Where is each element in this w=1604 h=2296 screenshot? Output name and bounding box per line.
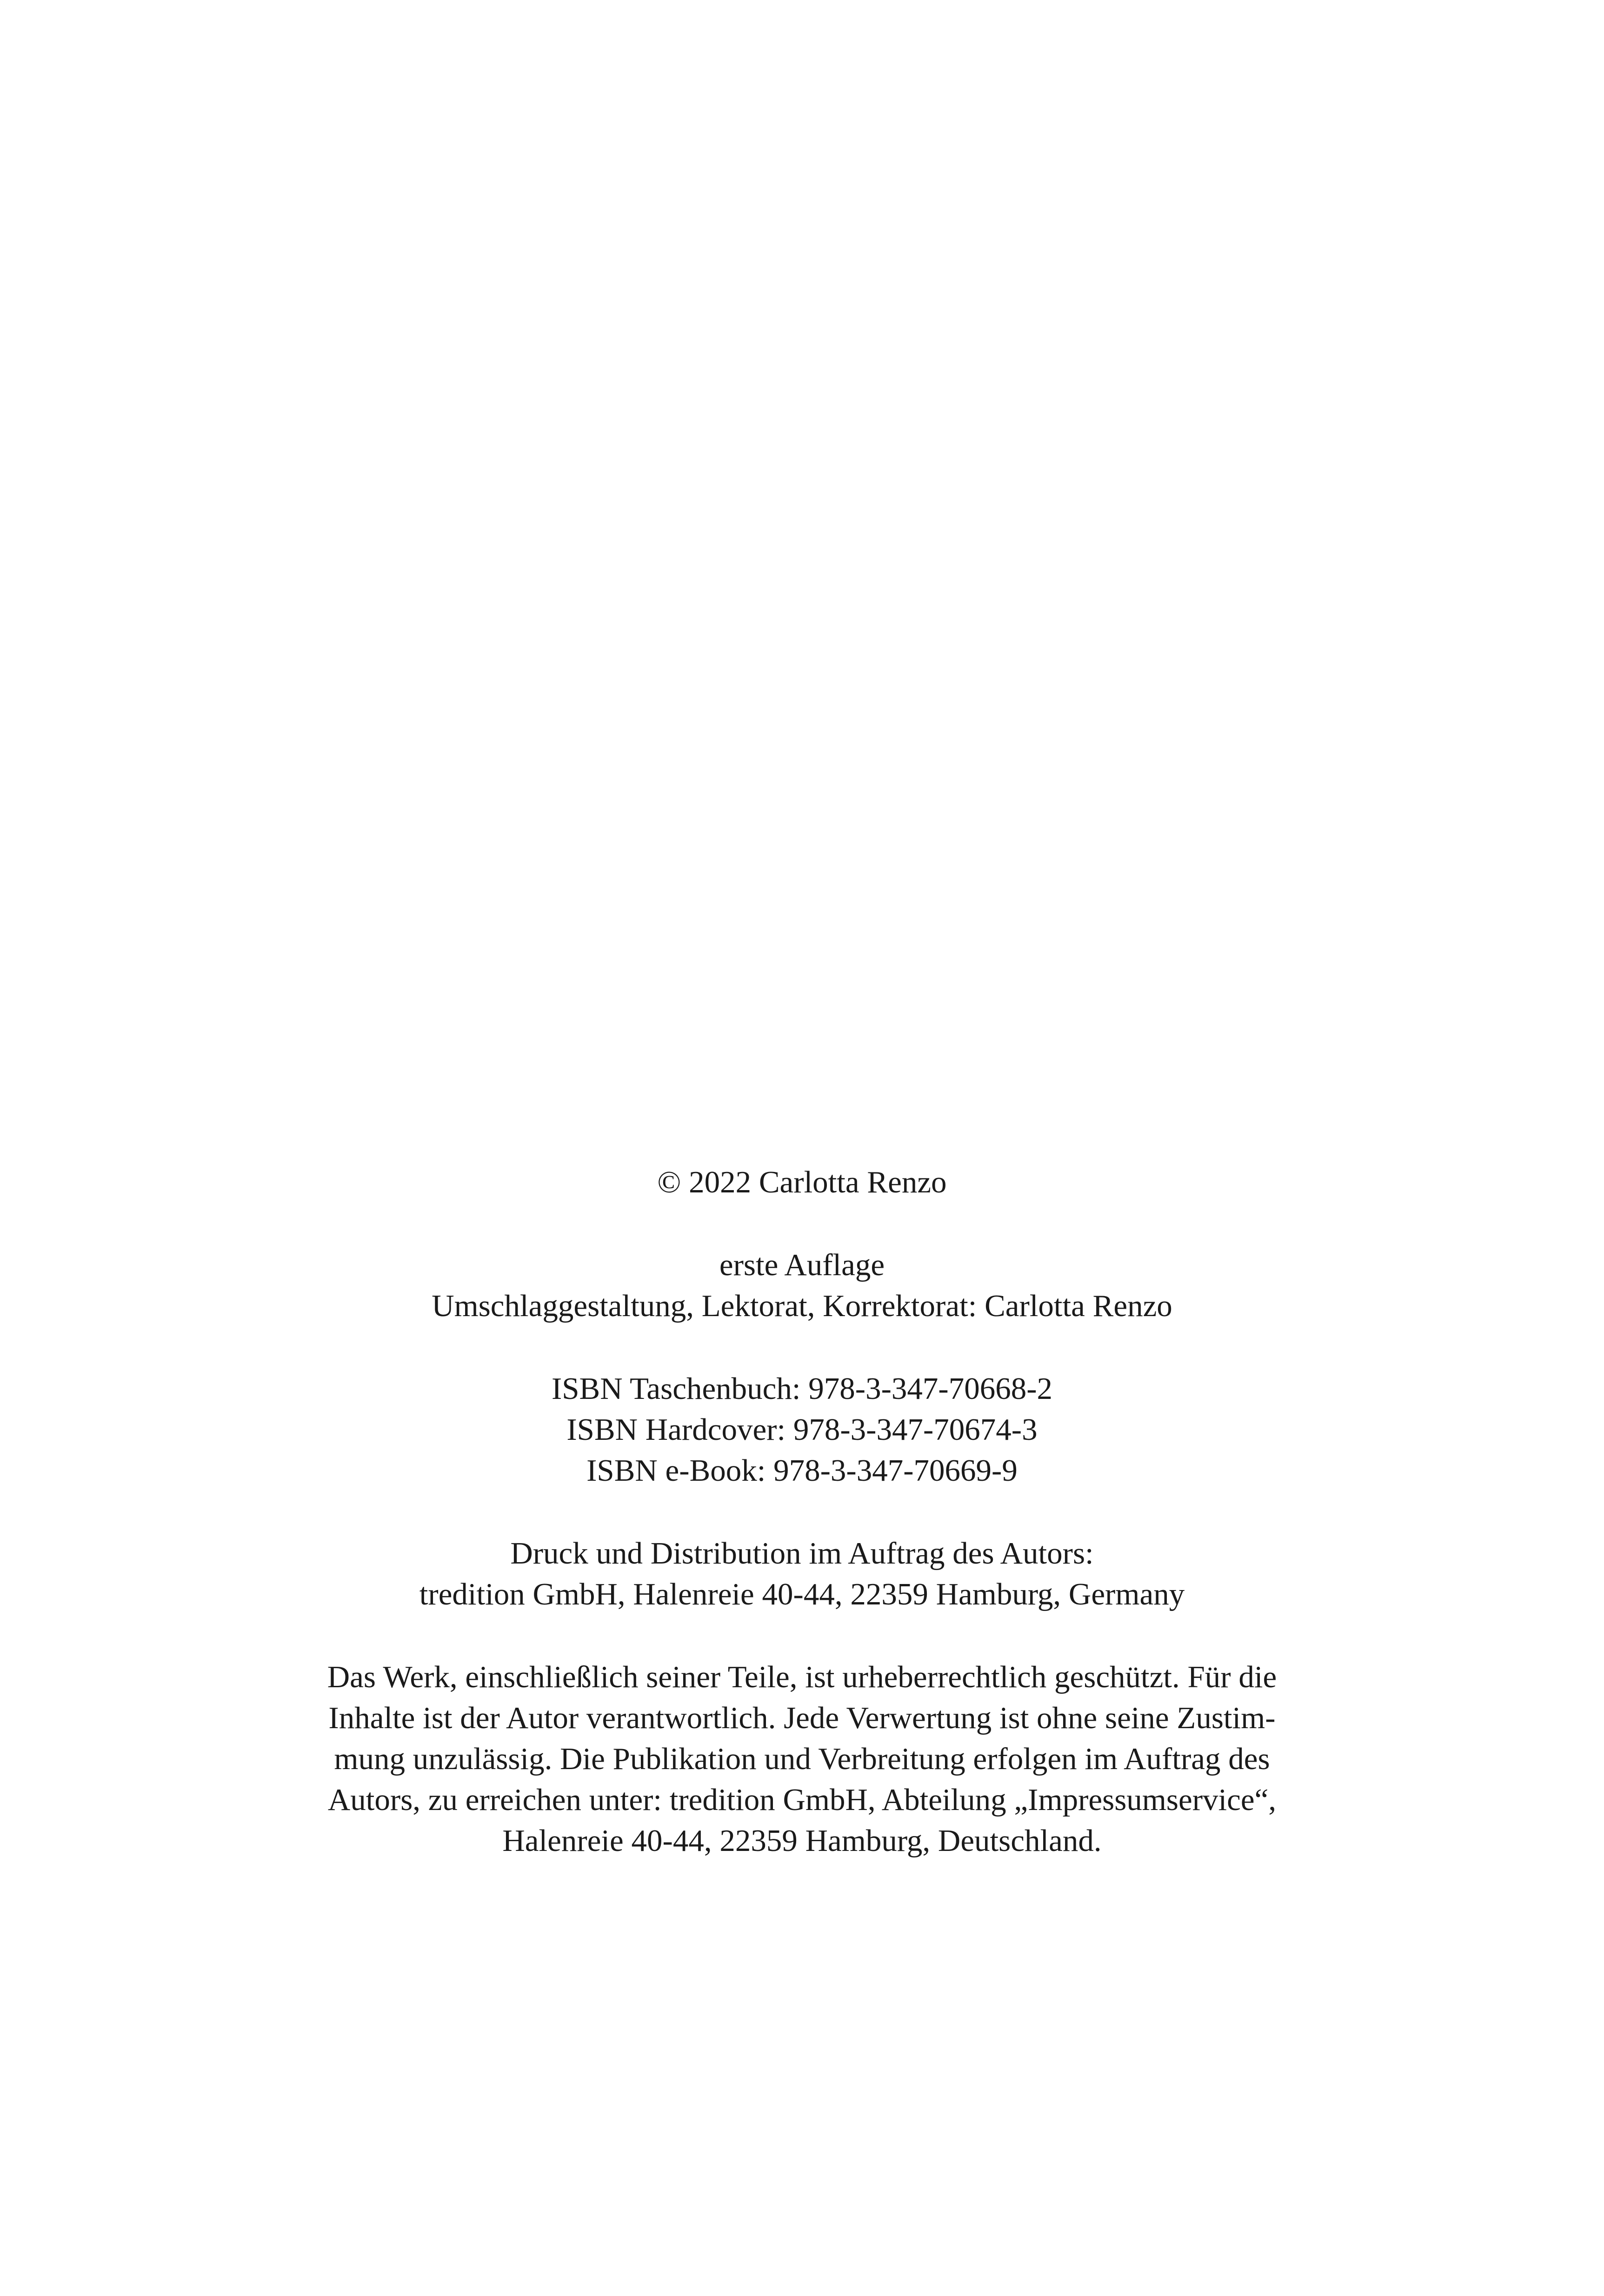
copyright-line: © 2022 Carlotta Renzo bbox=[657, 1165, 947, 1199]
legal-line: Das Werk, einschließlich seiner Teile, ist urheberrechtlich geschützt. Für die bbox=[327, 1660, 1277, 1694]
imprint-block bbox=[0, 1162, 1604, 1861]
isbn-ebook: ISBN e-Book: 978-3-347-70669-9 bbox=[586, 1453, 1018, 1488]
legal-line: Inhalte ist der Autor verantwortlich. Jede Verwertung ist ohne seine Zustim- bbox=[328, 1701, 1276, 1735]
edition-block bbox=[0, 1244, 1604, 1326]
copyright-block bbox=[0, 1162, 1604, 1203]
legal-line: mung unzulässig. Die Publikation und Verbreitung erfolgen im Auftrag des bbox=[334, 1742, 1270, 1776]
credits-line: Umschlaggestaltung, Lektorat, Korrektorat: Carlotta Renzo bbox=[432, 1289, 1172, 1323]
isbn-block bbox=[0, 1368, 1604, 1491]
distribution-block bbox=[0, 1533, 1604, 1615]
legal-notice bbox=[272, 1657, 1332, 1861]
edition-line: erste Auflage bbox=[719, 1248, 885, 1282]
legal-line: Autors, zu erreichen unter: tredition GmbH, Abteilung „Impressumservice“, bbox=[327, 1783, 1277, 1817]
publisher-address-line: tredition GmbH, Halenreie 40-44, 22359 Hamburg, Germany bbox=[419, 1577, 1185, 1611]
isbn-hardcover: ISBN Hardcover: 978-3-347-70674-3 bbox=[566, 1412, 1038, 1447]
distribution-line: Druck und Distribution im Auftrag des Autors: bbox=[510, 1536, 1094, 1571]
isbn-paperback: ISBN Taschenbuch: 978-3-347-70668-2 bbox=[551, 1371, 1053, 1406]
legal-line: Halenreie 40-44, 22359 Hamburg, Deutschland. bbox=[502, 1823, 1102, 1858]
